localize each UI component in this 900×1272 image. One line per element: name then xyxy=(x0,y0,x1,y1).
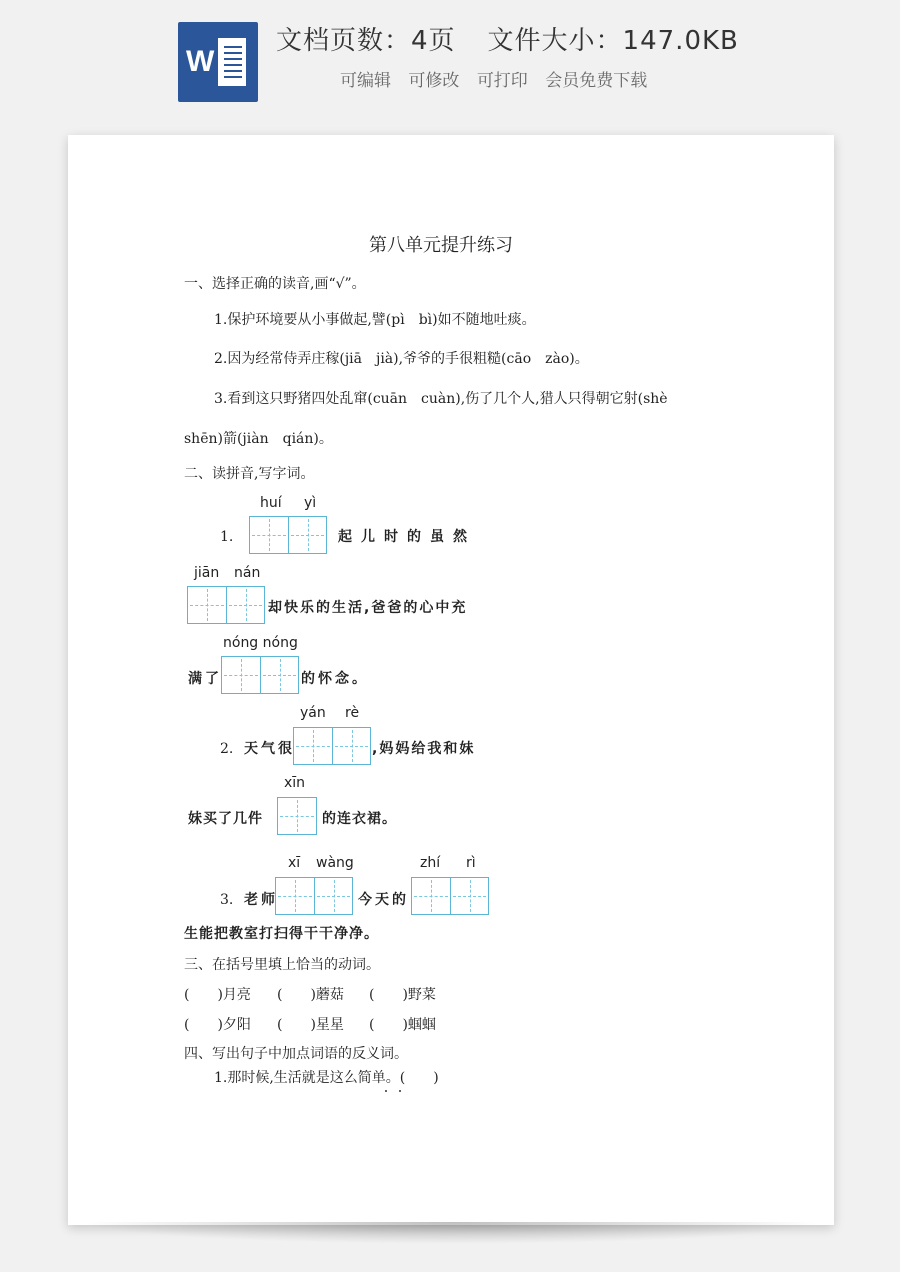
writing-grid-xin[interactable] xyxy=(277,797,317,835)
pinyin-yan: yán xyxy=(300,705,326,721)
writing-grid-jiannan[interactable] xyxy=(187,586,265,624)
text-line-5a: 妹买了几件 xyxy=(188,811,263,827)
pinyin-hui: huí xyxy=(260,495,282,511)
fill-blank-1[interactable]: ( )月亮 xyxy=(184,987,251,1003)
section-4-question-1: 1.那时候,生活就是这么简单。( ) xyxy=(214,1070,439,1086)
feature-member-download: 会员免费下载 xyxy=(545,71,648,91)
text-line-4b: ,妈妈给我和妹 xyxy=(372,741,476,757)
document-page xyxy=(68,135,834,1225)
pinyin-wang: wàng xyxy=(316,855,354,871)
pinyin-ri: rì xyxy=(466,855,476,871)
word-logo-icon xyxy=(178,22,258,102)
writing-grid-nongnong[interactable] xyxy=(221,656,299,694)
text-line-3a: 满了 xyxy=(188,671,222,687)
writing-grid-huiyi[interactable] xyxy=(249,516,327,554)
file-size: 文件大小：147.0KB xyxy=(487,26,739,56)
text-line-2: 却快乐的生活,爸爸的心中充 xyxy=(268,600,468,616)
page-count: 文档页数：4页 xyxy=(276,26,456,56)
section-2-heading: 二、读拼音,写字词。 xyxy=(184,466,315,482)
writing-grid-zhiri[interactable] xyxy=(411,877,489,915)
section-1-question-3-line-2: shēn)箭(jiàn qián)。 xyxy=(184,431,333,447)
emphasis-dot xyxy=(399,1090,401,1092)
feature-editable: 可编辑 xyxy=(340,71,391,91)
pinyin-nan: nán xyxy=(234,565,261,581)
feature-printable: 可打印 xyxy=(476,71,528,91)
text-line-5b: 的连衣裙。 xyxy=(322,811,397,827)
fill-blank-3[interactable]: ( )野菜 xyxy=(369,987,436,1003)
pinyin-yi: yì xyxy=(304,495,317,511)
emphasis-dot xyxy=(385,1090,387,1092)
pinyin-zhi: zhí xyxy=(420,855,441,871)
section-1-question-1: 1.保护环境要从小事做起,譬(pì bì)如不随地吐痰。 xyxy=(214,312,536,328)
logo-letter: W xyxy=(186,45,215,78)
text-line-7: 生能把教室打扫得干干净净。 xyxy=(184,926,379,942)
text-line-1: 起儿时的虽然 xyxy=(338,529,476,545)
question-number-2: 2. xyxy=(220,741,234,757)
text-line-4a: 天气很 xyxy=(244,741,295,757)
feature-list xyxy=(340,66,659,91)
fill-blank-4[interactable]: ( )夕阳 xyxy=(184,1017,251,1033)
question-number-1: 1. xyxy=(220,529,234,545)
writing-grid-xiwang[interactable] xyxy=(275,877,353,915)
document-title: 第八单元提升练习 xyxy=(369,235,513,256)
pinyin-jian: jiān xyxy=(194,565,220,581)
fill-blank-6[interactable]: ( )蝈蝈 xyxy=(369,1017,436,1033)
fill-blank-5[interactable]: ( )星星 xyxy=(277,1017,344,1033)
pinyin-xin: xīn xyxy=(284,775,306,791)
pinyin-nongnong: nóng nóng xyxy=(223,635,298,651)
text-line-6b: 今天的 xyxy=(358,892,409,908)
section-3-heading: 三、在括号里填上恰当的动词。 xyxy=(184,957,380,973)
pinyin-xi: xī xyxy=(288,855,301,871)
writing-grid-yanre[interactable] xyxy=(293,727,371,765)
pinyin-re: rè xyxy=(345,705,360,721)
text-line-3b: 的怀念。 xyxy=(301,671,369,687)
section-1-heading: 一、选择正确的读音,画“√”。 xyxy=(184,276,366,292)
feature-modifiable: 可修改 xyxy=(408,71,460,91)
fill-blank-2[interactable]: ( )蘑菇 xyxy=(277,987,344,1003)
question-number-3: 3. xyxy=(220,892,234,908)
file-info xyxy=(276,20,771,57)
page-shadow xyxy=(80,1222,822,1244)
text-line-6a: 老师 xyxy=(244,892,278,908)
section-1-question-3-line-1: 3.看到这只野猪四处乱窜(cuān cuàn),伤了几个人,猎人只得朝它射(shè xyxy=(214,391,668,407)
section-1-question-2: 2.因为经常侍弄庄稼(jiā jià),爷爷的手很粗糙(cāo zào)。 xyxy=(214,351,589,367)
section-4-heading: 四、写出句子中加点词语的反义词。 xyxy=(184,1046,408,1062)
